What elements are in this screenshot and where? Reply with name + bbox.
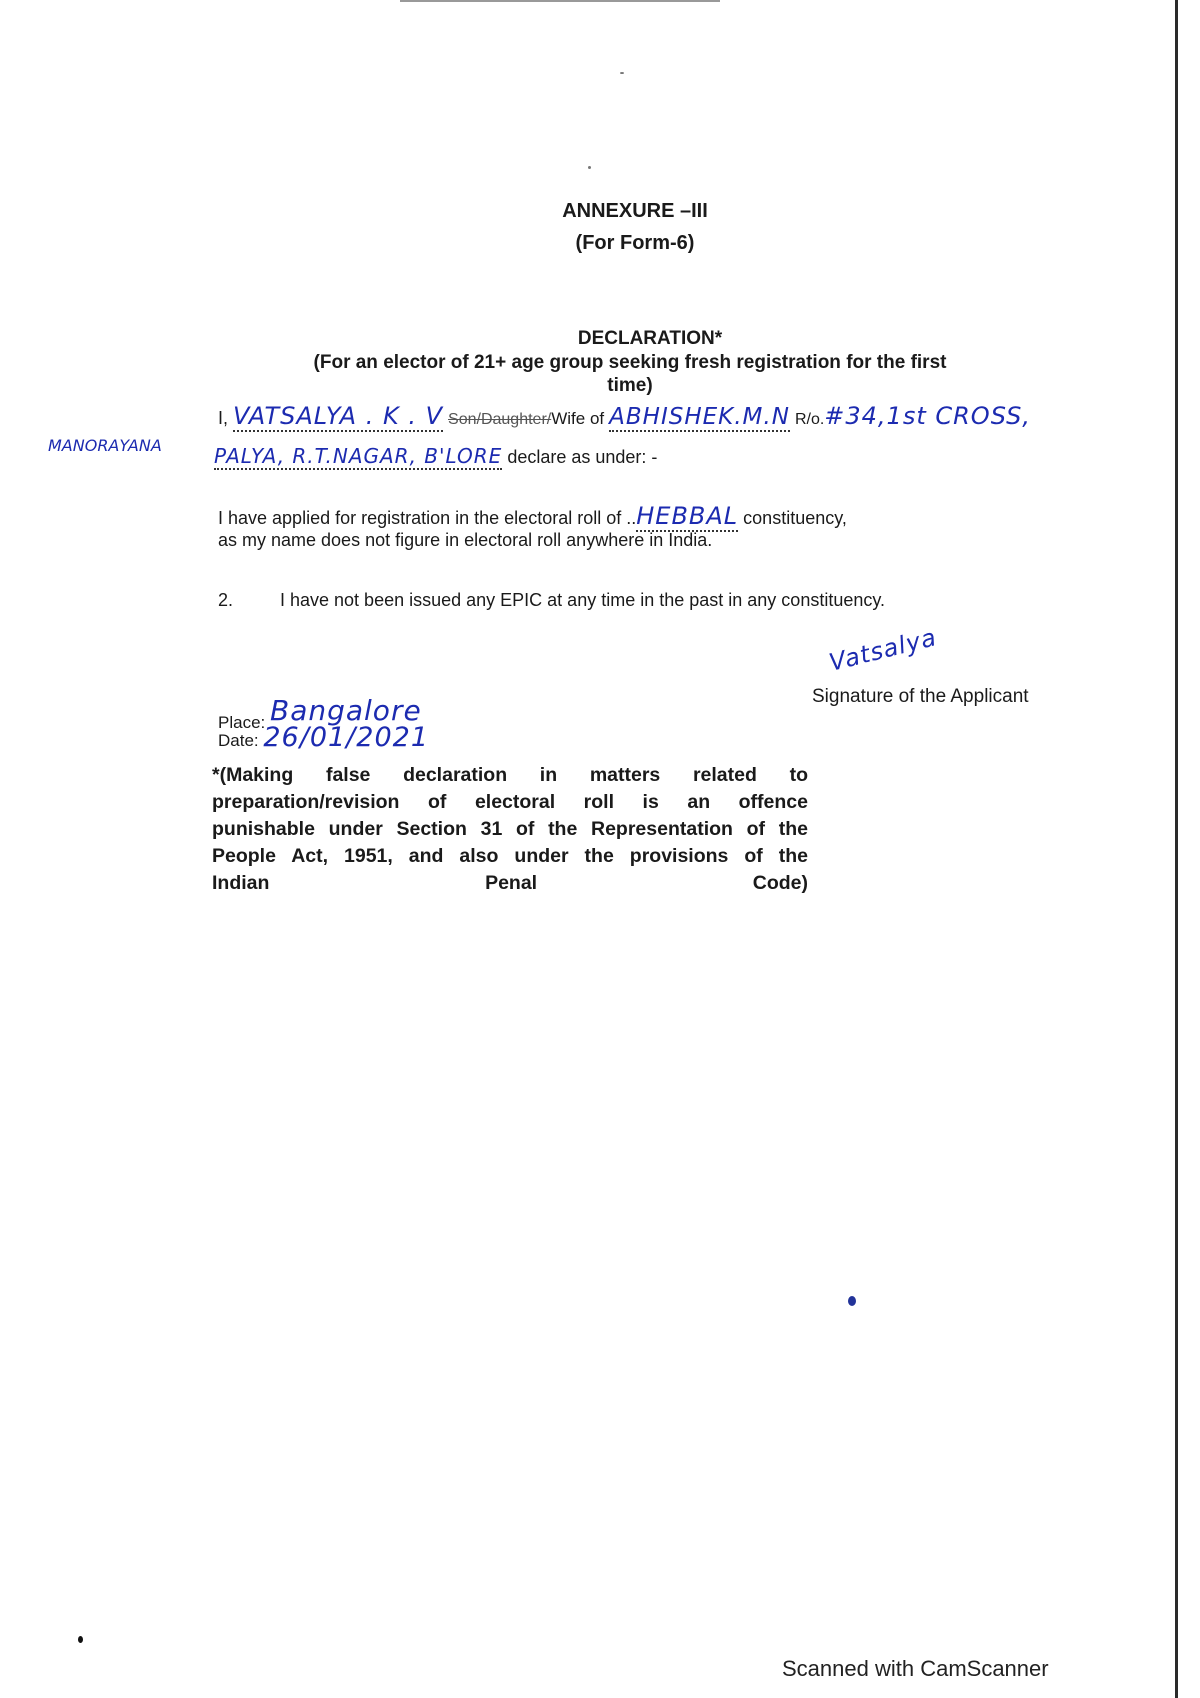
scan-right-edge	[1175, 0, 1178, 1698]
legal-disclaimer	[212, 762, 808, 897]
declaration-subtitle-line1: (For an elector of 21+ age group seeking fresh registration for the first	[313, 352, 947, 373]
address-line-2: PALYA, R.T.NAGAR, B'LORE	[214, 444, 503, 468]
disclaimer-word: Code)	[752, 872, 808, 894]
place-value: Bangalore	[269, 694, 422, 727]
disclaimer-line: *(Making false declaration in matters related to	[212, 764, 808, 786]
address-line-1: #34,1st CROSS,	[824, 402, 1031, 430]
para1-prefix: I have applied for registration in the electoral roll of ..	[218, 508, 637, 528]
paragraph-1	[218, 502, 1018, 530]
paragraph-2-number: 2.	[218, 590, 234, 610]
paragraph-1-line-2: as my name does not figure in electoral roll anywhere in India.	[218, 530, 713, 550]
scan-top-edge	[400, 0, 720, 2]
place-label: Place:	[218, 713, 266, 732]
disclaimer-line: punishable under Section 31 of the Representation of the	[212, 818, 808, 840]
declare-text: declare as under: -	[507, 447, 658, 467]
declaration-title: DECLARATION*	[577, 328, 723, 349]
relation-struck: Son/Daughter/	[448, 411, 552, 428]
date-label: Date:	[218, 731, 259, 750]
disclaimer-word: Penal	[485, 872, 538, 894]
form-reference: (For Form-6)	[575, 232, 695, 254]
intro-line-2	[214, 444, 774, 468]
scan-speck	[620, 72, 624, 74]
para1-suffix: constituency,	[738, 508, 847, 528]
constituency-name: HEBBAL	[636, 502, 739, 530]
ro-label: R/o.	[794, 411, 825, 428]
date-row	[218, 722, 429, 753]
relation-label: Wife of	[551, 409, 605, 428]
declaration-subtitle-line2: time)	[607, 375, 653, 396]
disclaimer-line: People Act, 1951, and also under the provisions of the	[212, 845, 808, 867]
date-value: 26/01/2021	[263, 722, 429, 753]
annexure-title: ANNEXURE –III	[562, 200, 708, 222]
signature-label: Signature of the Applicant	[812, 686, 1029, 707]
disclaimer-word: Indian	[212, 872, 270, 894]
intro-prefix: I,	[218, 408, 234, 428]
ink-speck	[848, 1296, 856, 1306]
applicant-signature: Vatsalya	[826, 623, 940, 677]
intro-line-1	[218, 402, 1098, 436]
scan-speck	[588, 166, 591, 169]
camscanner-watermark: Scanned with CamScanner	[782, 1656, 1049, 1681]
paragraph-2-text: I have not been issued any EPIC at any time in the past in any constituency.	[280, 590, 886, 610]
disclaimer-line: preparation/revision of electoral roll is an offence	[212, 791, 808, 813]
disclaimer-last-line	[212, 870, 808, 897]
address-left-margin: MANORAYANA	[48, 436, 162, 455]
applicant-name: VATSALYA . K . V	[233, 402, 444, 430]
scan-speck	[78, 1636, 83, 1643]
relative-name: ABHISHEK.M.N	[609, 404, 790, 430]
